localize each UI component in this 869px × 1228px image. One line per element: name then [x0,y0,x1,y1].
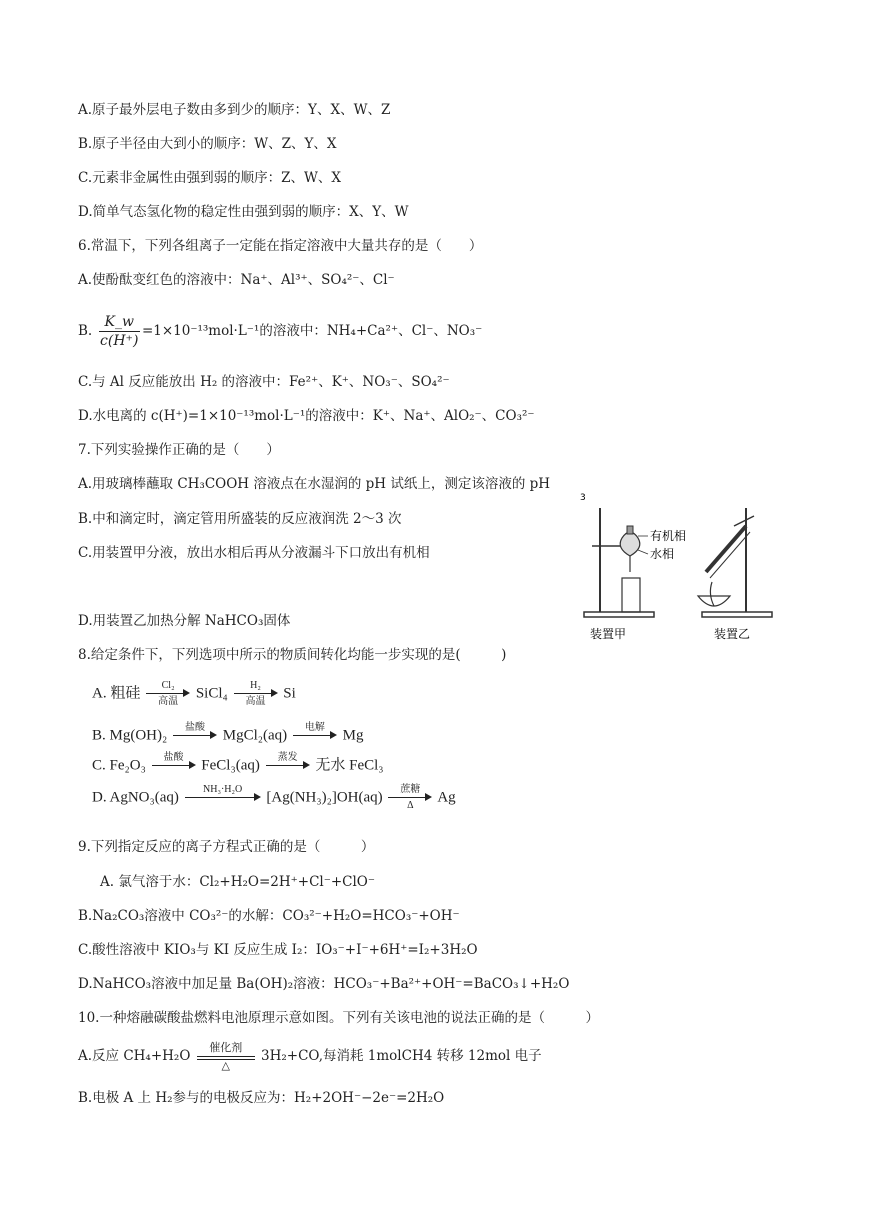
arrow-condition-top: 蔗糖 [400,784,421,795]
q6-option-b [78,312,482,350]
q6-option-c: C.与 Al 反应能放出 H₂ 的溶液中：Fe²⁺、K⁺、NO₃⁻、SO₄²⁻ [78,374,450,390]
q8-option-d [92,784,456,812]
q9-option-d: D.NaHCO₃溶液中加足量 Ba(OH)₂溶液：HCO₃⁻+Ba²⁺+OH⁻=BaCO₃↓+H₂O [78,976,570,992]
arrow-condition-top: 电解 [304,722,325,733]
arrow-condition-top: Cl₂ [161,680,175,691]
q5-option-a: A.原子最外层电子数由多到少的顺序：Y、X、W、Z [78,102,391,118]
q7-stem: 7.下列实验操作正确的是（ ） [78,442,280,458]
q8-c-intermediate: FeCl₃(aq) [201,757,260,774]
q8-option-a [92,680,296,708]
reaction-arrow [234,680,278,708]
q9-stem: 9.下列指定反应的离子方程式正确的是（ ） [78,839,375,855]
q6-option-b-prefix: B. [78,323,93,339]
q5-option-c: C.元素非金属性由强到弱的顺序：Z、W、X [78,170,342,186]
q10-stem: 10.一种熔融碳酸盐燃料电池原理示意如图。下列有关该电池的说法正确的是（ ） [78,1010,599,1026]
q8-d-product: Ag [437,789,456,806]
reaction-arrow [293,722,337,750]
reaction-arrow [185,784,261,812]
arrow-condition-bottom: Δ [407,800,414,811]
q6-option-b-text: =1×10⁻¹³mol·L⁻¹的溶液中：NH₄+Ca²⁺、Cl⁻、NO₃⁻ [141,323,483,339]
q7-option-d: D.用装置乙加热分解 NaHCO₃固体 [78,613,291,629]
q8-option-c [92,752,384,780]
reaction-arrow [152,752,196,780]
condition-catalyst: 催化剂 [209,1040,243,1054]
apparatus-b [698,508,772,617]
q8-option-b [92,722,363,750]
reaction-arrow [266,752,310,780]
q7-option-c: C.用装置甲分液，放出水相后再从分液漏斗下口放出有机相 [78,545,430,561]
q8-b-label: B. Mg(OH)₂ [92,727,168,744]
q6-option-d: D.水电离的 c(H⁺)=1×10⁻¹³mol·L⁻¹的溶液中：K⁺、Na⁺、AlO₂⁻、CO₃²⁻ [78,408,535,424]
q10-option-a [78,1040,542,1072]
caption-apparatus-b: 装置乙 [714,627,751,641]
q8-b-product: Mg [342,727,364,744]
q8-c-label: C. Fe₂O₃ [92,757,146,774]
label-organic-phase: 有机相 [650,529,687,543]
q7-option-b: B.中和滴定时，滴定管用所盛装的反应液润洗 2～3 次 [78,511,402,527]
arrow-condition-bottom: 高温 [158,696,179,707]
condition-heat: △ [221,1058,230,1072]
q6-option-a-ions: Na⁺、Al³⁺、SO₄²⁻、Cl⁻ [240,272,395,288]
arrow-condition-top: NH₃·H₂O [203,784,243,795]
apparatus-a [584,508,686,617]
q10-a-suffix: 3H₂+CO,每消耗 1molCH4 转移 12mol 电子 [261,1048,542,1064]
reaction-arrow [146,680,190,708]
apparatus-figure [578,486,778,646]
q8-c-product: 无水 FeCl₃ [315,757,384,774]
q10-option-b: B.电极 A 上 H₂参与的电极反应为：H₂+2OH⁻−2e⁻=2H₂O [78,1090,445,1106]
arrow-condition-top: H₂ [250,680,261,691]
q10-a-prefix: A.反应 CH₄+H₂O [78,1048,191,1064]
arrow-condition-top: 蒸发 [277,752,298,763]
q5-option-d: D.简单气态氢化物的稳定性由强到弱的顺序：X、Y、W [78,204,409,220]
label-water-phase: 水相 [650,547,675,561]
fraction-numerator: K_w [99,313,140,332]
caption-apparatus-a: 装置甲 [590,627,627,641]
reaction-arrow [173,722,217,750]
q8-a-product: Si [283,685,296,702]
arrow-condition-top: 盐酸 [184,722,205,733]
fraction-denominator: c(H⁺) [100,333,139,349]
q5-option-b: B.原子半径由大到小的顺序：W、Z、Y、X [78,136,337,152]
apparatus-drawing [578,486,778,646]
q9-option-c: C.酸性溶液中 KIO₃与 KI 反应生成 I₂：IO₃⁻+I⁻+6H⁺=I₂+3H₂O [78,942,478,958]
arrow-condition-bottom: 高温 [245,696,266,707]
arrow-condition-top: 盐酸 [163,752,184,763]
q6-option-a-text: A.使酚酞变红色的溶液中： [78,272,241,288]
q9-option-a: A. 氯气溶于水：Cl₂+H₂O=2H⁺+Cl⁻+ClO⁻ [100,874,375,890]
q8-stem: 8.给定条件下，下列选项中所示的物质间转化均能一步实现的是( ) [78,647,507,663]
q8-d-intermediate: [Ag(NH₃)₂]OH(aq) [266,789,383,806]
q9-option-b: B.Na₂CO₃溶液中 CO₃²⁻的水解：CO₃²⁻+H₂O=HCO₃⁻+OH⁻ [78,908,460,924]
q8-b-intermediate: MgCl₂(aq) [222,727,288,744]
equilibrium-condition [197,1042,255,1072]
q6-stem: 6.常温下，下列各组离子一定能在指定溶液中大量共存的是（ ） [78,238,483,254]
kw-fraction [99,313,140,350]
q6-option-a [78,270,395,290]
stray-mark: 3 [580,493,586,503]
q8-d-label: D. AgNO₃(aq) [92,789,179,806]
q8-a-label: A. 粗硅 [92,685,141,702]
q7-option-a: A.用玻璃棒蘸取 CH₃COOH 溶液点在水湿润的 pH 试纸上，测定该溶液的 pH [78,476,551,492]
reaction-arrow [388,784,432,812]
q8-a-intermediate: SiCl₄ [195,685,228,702]
